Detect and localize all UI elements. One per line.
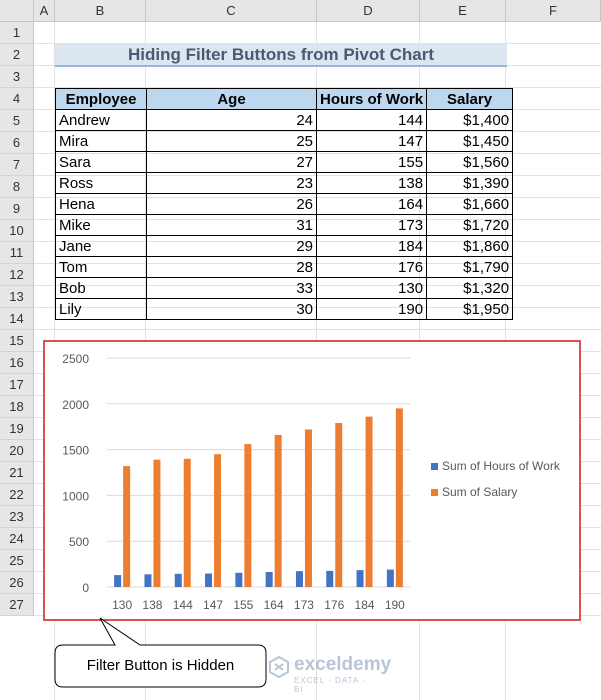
row-header-5[interactable]: 5 [0, 110, 34, 132]
row-header-7[interactable]: 7 [0, 154, 34, 176]
y-tick-label: 1000 [62, 489, 89, 504]
bar-hours [205, 574, 212, 587]
table-row [56, 257, 513, 278]
cell-hours[interactable]: 138 [317, 173, 427, 194]
table-row [56, 152, 513, 173]
bar-hours [326, 571, 333, 587]
row-header-8[interactable]: 8 [0, 176, 34, 198]
column-header-d[interactable]: D [317, 0, 420, 22]
x-tick-label: 147 [203, 598, 224, 612]
cell-employee[interactable]: Andrew [56, 110, 147, 131]
cell-employee[interactable]: Hena [56, 194, 147, 215]
legend-swatch [431, 463, 438, 470]
cell-salary[interactable]: $1,400 [427, 110, 513, 131]
cell-employee[interactable]: Ross [56, 173, 147, 194]
cell-hours[interactable]: 144 [317, 110, 427, 131]
cell-age[interactable]: 28 [147, 257, 317, 278]
bar-hours [114, 575, 121, 587]
bar-hours [266, 572, 273, 587]
cell-employee[interactable]: Mike [56, 215, 147, 236]
x-tick-label: 164 [263, 598, 284, 612]
row-header-25[interactable]: 25 [0, 550, 34, 572]
bar-hours [144, 574, 151, 587]
table-row [56, 173, 513, 194]
bar-salary [244, 444, 251, 587]
row-header-21[interactable]: 21 [0, 462, 34, 484]
cell-salary[interactable]: $1,560 [427, 152, 513, 173]
cell-age[interactable]: 27 [147, 152, 317, 173]
cell-salary[interactable]: $1,660 [427, 194, 513, 215]
bar-hours [357, 570, 364, 587]
row-header-16[interactable]: 16 [0, 352, 34, 374]
cell-hours[interactable]: 147 [317, 131, 427, 152]
row-header-15[interactable]: 15 [0, 330, 34, 352]
row-header-19[interactable]: 19 [0, 418, 34, 440]
cell-hours[interactable]: 173 [317, 215, 427, 236]
cell-salary[interactable]: $1,790 [427, 257, 513, 278]
row-header-23[interactable]: 23 [0, 506, 34, 528]
row-header-17[interactable]: 17 [0, 374, 34, 396]
bar-salary [275, 435, 282, 587]
chart-svg [45, 342, 579, 619]
x-tick-label: 176 [324, 598, 345, 612]
cell-salary[interactable]: $1,860 [427, 236, 513, 257]
x-tick-label: 144 [172, 598, 193, 612]
cell-employee[interactable]: Sara [56, 152, 147, 173]
cell-age[interactable]: 29 [147, 236, 317, 257]
row-header-12[interactable]: 12 [0, 264, 34, 286]
cell-employee[interactable]: Lily [56, 299, 147, 320]
cell-salary[interactable]: $1,390 [427, 173, 513, 194]
x-tick-label: 190 [384, 598, 405, 612]
row-header-6[interactable]: 6 [0, 132, 34, 154]
cell-salary[interactable]: $1,720 [427, 215, 513, 236]
legend-entry: Sum of Hours of Work [442, 459, 560, 473]
y-tick-label: 2500 [62, 352, 89, 366]
row-header-2[interactable]: 2 [0, 44, 34, 66]
table-row [56, 131, 513, 152]
cell-hours[interactable]: 176 [317, 257, 427, 278]
row-header-3[interactable]: 3 [0, 66, 34, 88]
table-row [56, 278, 513, 299]
column-header-f[interactable]: F [506, 0, 601, 22]
column-header-a[interactable]: A [34, 0, 55, 22]
cell-age[interactable]: 33 [147, 278, 317, 299]
exceldemy-logo-icon [268, 656, 290, 678]
cell-employee[interactable]: Tom [56, 257, 147, 278]
row-header-20[interactable]: 20 [0, 440, 34, 462]
column-header-e[interactable]: E [420, 0, 506, 22]
header-hours-of-work[interactable]: Hours of Work [317, 89, 427, 110]
callout-text: Filter Button is Hidden [86, 657, 235, 674]
cell-age[interactable]: 26 [147, 194, 317, 215]
table-row [56, 299, 513, 320]
cell-hours[interactable]: 155 [317, 152, 427, 173]
watermark [268, 652, 392, 694]
cell-age[interactable]: 31 [147, 215, 317, 236]
cell-employee[interactable]: Bob [56, 278, 147, 299]
cell-salary[interactable]: $1,450 [427, 131, 513, 152]
row-header-4[interactable]: 4 [0, 88, 34, 110]
sheet-title[interactable]: Hiding Filter Buttons from Pivot Chart [55, 44, 507, 67]
cell-hours[interactable]: 164 [317, 194, 427, 215]
y-tick-label: 0 [82, 581, 89, 595]
watermark-tagline: EXCEL · DATA · BI [294, 676, 366, 694]
cell-salary[interactable]: $1,320 [427, 278, 513, 299]
column-header-b[interactable]: B [55, 0, 146, 22]
table-row [56, 236, 513, 257]
row-header-18[interactable]: 18 [0, 396, 34, 418]
bar-hours [387, 570, 394, 587]
cell-hours[interactable]: 130 [317, 278, 427, 299]
row-header-9[interactable]: 9 [0, 198, 34, 220]
y-tick-label: 500 [68, 535, 89, 550]
cell-hours[interactable]: 190 [317, 299, 427, 320]
row-header-13[interactable]: 13 [0, 286, 34, 308]
row-header-14[interactable]: 14 [0, 308, 34, 330]
row-header-27[interactable]: 27 [0, 594, 34, 616]
legend-entry: Sum of Salary [442, 485, 518, 499]
header-employee[interactable]: Employee [56, 89, 147, 110]
callout [55, 645, 266, 687]
bar-salary [214, 454, 221, 587]
row-header-11[interactable]: 11 [0, 242, 34, 264]
bar-salary [153, 460, 160, 587]
row-header-1[interactable]: 1 [0, 22, 34, 44]
cell-employee[interactable]: Mira [56, 131, 147, 152]
row-header-22[interactable]: 22 [0, 484, 34, 506]
bar-hours [175, 574, 182, 587]
row-header-26[interactable]: 26 [0, 572, 34, 594]
table-row [56, 110, 513, 131]
x-tick-label: 130 [112, 598, 133, 612]
bar-salary [366, 417, 373, 587]
gridline [34, 329, 601, 330]
pivot-chart[interactable] [43, 340, 581, 621]
employee-table [55, 88, 513, 320]
bar-hours [296, 571, 303, 587]
x-tick-label: 138 [142, 598, 163, 612]
bar-salary [184, 459, 191, 587]
select-all-corner[interactable] [0, 0, 34, 22]
row-header-10[interactable]: 10 [0, 220, 34, 242]
header-age[interactable]: Age [147, 89, 317, 110]
legend-swatch [431, 489, 438, 496]
bar-hours [235, 573, 242, 587]
x-tick-label: 173 [293, 598, 314, 612]
y-tick-label: 1500 [62, 443, 89, 458]
header-salary[interactable]: Salary [427, 89, 513, 110]
cell-age[interactable]: 24 [147, 110, 317, 131]
cell-age[interactable]: 25 [147, 131, 317, 152]
row-header-24[interactable]: 24 [0, 528, 34, 550]
table-row [56, 194, 513, 215]
bar-salary [396, 408, 403, 587]
x-tick-label: 155 [233, 598, 254, 612]
cell-hours[interactable]: 184 [317, 236, 427, 257]
column-header-c[interactable]: C [146, 0, 317, 22]
bar-salary [123, 466, 130, 587]
watermark-name: exceldemy [294, 654, 392, 675]
cell-age[interactable]: 30 [147, 299, 317, 320]
table-row [56, 215, 513, 236]
cell-salary[interactable]: $1,950 [427, 299, 513, 320]
cell-age[interactable]: 23 [147, 173, 317, 194]
x-tick-label: 184 [354, 598, 375, 612]
bar-salary [305, 429, 312, 587]
cell-employee[interactable]: Jane [56, 236, 147, 257]
y-tick-label: 2000 [62, 397, 89, 412]
bar-salary [335, 423, 342, 587]
